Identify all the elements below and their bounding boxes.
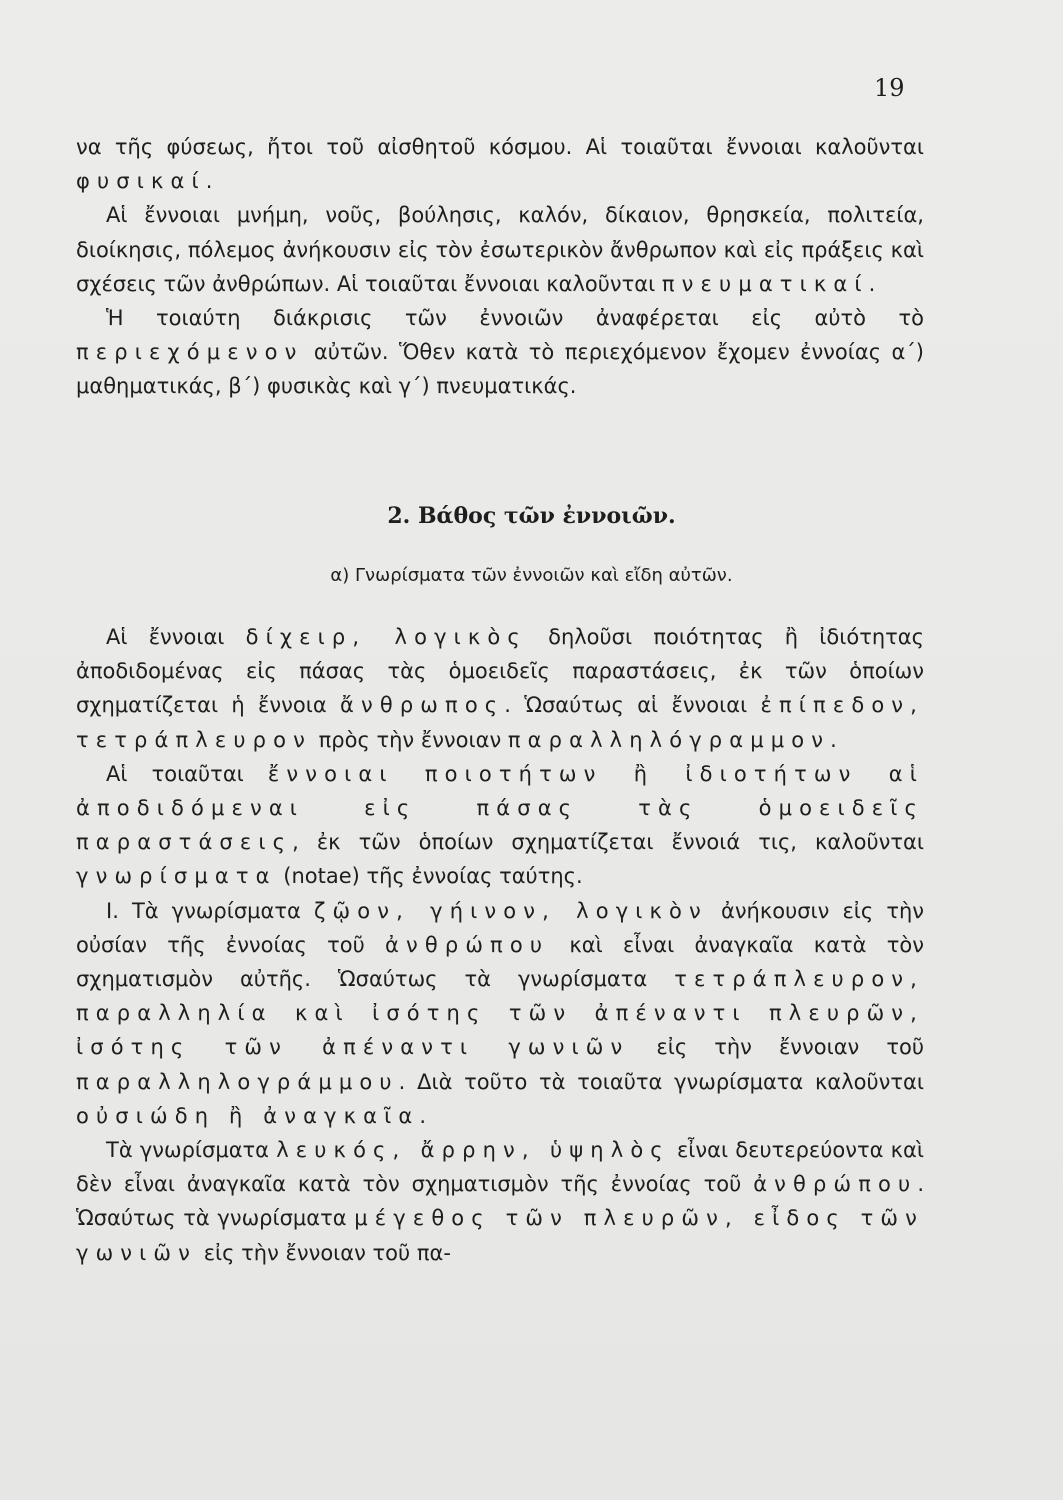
- paragraph: Αἱ ἔννοιαι μνήμη, νοῦς, βούλησις, καλόν, δίκαιον, θρησκεία, πολιτεία, διοίκησις, πόλεμος ἀνήκουσιν εἰς τὸν ἐσωτερικὸν ἄνθρωπον καὶ εἰς πράξεις καὶ σχέσεις τῶν ἀνθρώπων. Αἱ τοιαῦται ἔννοιαι καλοῦνται πνευματικαί.: [76, 203, 924, 296]
- emphasized-term: γνωρίσματα: [76, 864, 277, 889]
- emphasized-term: μέγεθος τῶν πλευρῶν, εἶδος τῶν γωνιῶν: [76, 1206, 924, 1265]
- section-heading: 2. Βάθος τῶν ἐννοιῶν.: [387, 503, 676, 529]
- emphasized-term: ἀνθρώπου: [385, 932, 550, 957]
- subsection-heading: α) Γνωρίσματα τῶν ἐννοιῶν καὶ εἴδη αὐτῶν.: [330, 565, 733, 586]
- emphasized-term: ἔννοιαι ποιοτήτων ἢ ἰδιοτήτων αἱ ἀποδιδόμεναι εἰς πάσας τὰς ὁμοειδεῖς παραστάσεις: [76, 761, 924, 855]
- paragraph: Ἡ τοιαύτη διάκρισις τῶν ἐννοιῶν ἀναφέρεται εἰς αὐτὸ τὸ περιεχόμενον αὐτῶν. Ὅθεν κατὰ τὸ περιεχόμενον ἔχομεν ἐννοίας α΄) μαθηματικάς, β΄) φυσικὰς καὶ γ΄) πνευματικάς.: [76, 306, 924, 399]
- emphasized-term: ζῷον, γήινον, λογικὸν: [313, 898, 708, 923]
- text-block-notae: [76, 620, 924, 1270]
- emphasized-term: παραλληλόγραμμον: [507, 727, 831, 752]
- paragraph: Αἱ τοιαῦται ἔννοιαι ποιοτήτων ἢ ἰδιοτήτων αἱ ἀποδιδόμεναι εἰς πάσας τὰς ὁμοειδεῖς παραστάσεις, ἐκ τῶν ὁποίων σχηματίζεται ἔννοιά τις, καλοῦνται γνωρίσματα (notae) τῆς ἐννοίας ταύτης.: [76, 761, 924, 889]
- emphasized-term: φυσικαί: [76, 169, 206, 194]
- emphasized-term: λευκός, ἄρρην, ὑψηλὸς: [276, 1138, 670, 1163]
- emphasized-term: δίχειρ, λογικὸς: [245, 625, 527, 649]
- page-number: 19: [874, 74, 905, 102]
- text-block-natural-spiritual: [76, 130, 924, 404]
- emphasized-term: περιεχόμενον: [76, 340, 304, 365]
- emphasized-term: παραλληλογράμμου: [76, 1069, 399, 1094]
- emphasized-term: οὐσιώδη ἢ ἀναγκαῖα: [76, 1103, 420, 1128]
- paragraph: Αἱ ἔννοιαι δίχειρ, λογικὸς δηλοῦσι ποιότητας ἢ ἰδιότητας ἀποδιδομένας εἰς πάσας τὰς ὁμοειδεῖς παραστάσεις, ἐκ τῶν ὁποίων σχηματίζεται ἡ ἔννοια ἄνθρωπος. Ὡσαύτως αἱ ἔννοιαι ἐπίπεδον, τετράπλευρον πρὸς τὴν ἔννοιαν παραλληλόγραμμον.: [76, 625, 924, 752]
- emphasized-term: τετράπλευρον, παραλληλία καὶ ἰσότης τῶν ἀπέναντι πλευρῶν, ἰσότης τῶν ἀπέναντι γωνιῶν: [76, 967, 924, 1060]
- paragraph: να τῆς φύσεως, ἤτοι τοῦ αἰσθητοῦ κόσμου. Αἱ τοιαῦται ἔννοιαι καλοῦνται φυσικαί.: [76, 135, 924, 194]
- paragraph: Τὰ γνωρίσματα λευκός, ἄρρην, ὑψηλὸς εἶναι δευτερεύοντα καὶ δὲν εἶναι ἀναγκαῖα κατὰ τὸν σχηματισμὸν τῆς ἐννοίας τοῦ ἀνθρώπου. Ὡσαύτως τὰ γνωρίσματα μέγεθος τῶν πλευρῶν, εἶδος τῶν γωνιῶν εἰς τὴν ἔννοιαν τοῦ πα-: [76, 1138, 924, 1265]
- emphasized-term: ἐπίπεδον, τετράπλευρον: [76, 693, 924, 752]
- emphasized-term: ἀνθρώπου: [753, 1172, 918, 1197]
- emphasized-term: πνευματικαί: [661, 271, 869, 296]
- emphasized-term: ἄνθρωπος: [340, 693, 505, 718]
- paragraph: Ι. Τὰ γνωρίσματα ζῷον, γήινον, λογικὸν ἀνήκουσιν εἰς τὴν οὐσίαν τῆς ἐννοίας τοῦ ἀνθρώπου καὶ εἶναι ἀναγκαῖα κατὰ τὸν σχηματισμὸν αὐτῆς. Ὡσαύτως τὰ γνωρίσματα τετράπλευρον, παραλληλία καὶ ἰσότης τῶν ἀπέναντι πλευρῶν, ἰσότης τῶν ἀπέναντι γωνιῶν εἰς τὴν ἔννοιαν τοῦ παραλληλογράμμου. Διὰ τοῦτο τὰ τοιαῦτα γνωρίσματα καλοῦνται οὐσιώδη ἢ ἀναγκαῖα.: [76, 898, 924, 1128]
